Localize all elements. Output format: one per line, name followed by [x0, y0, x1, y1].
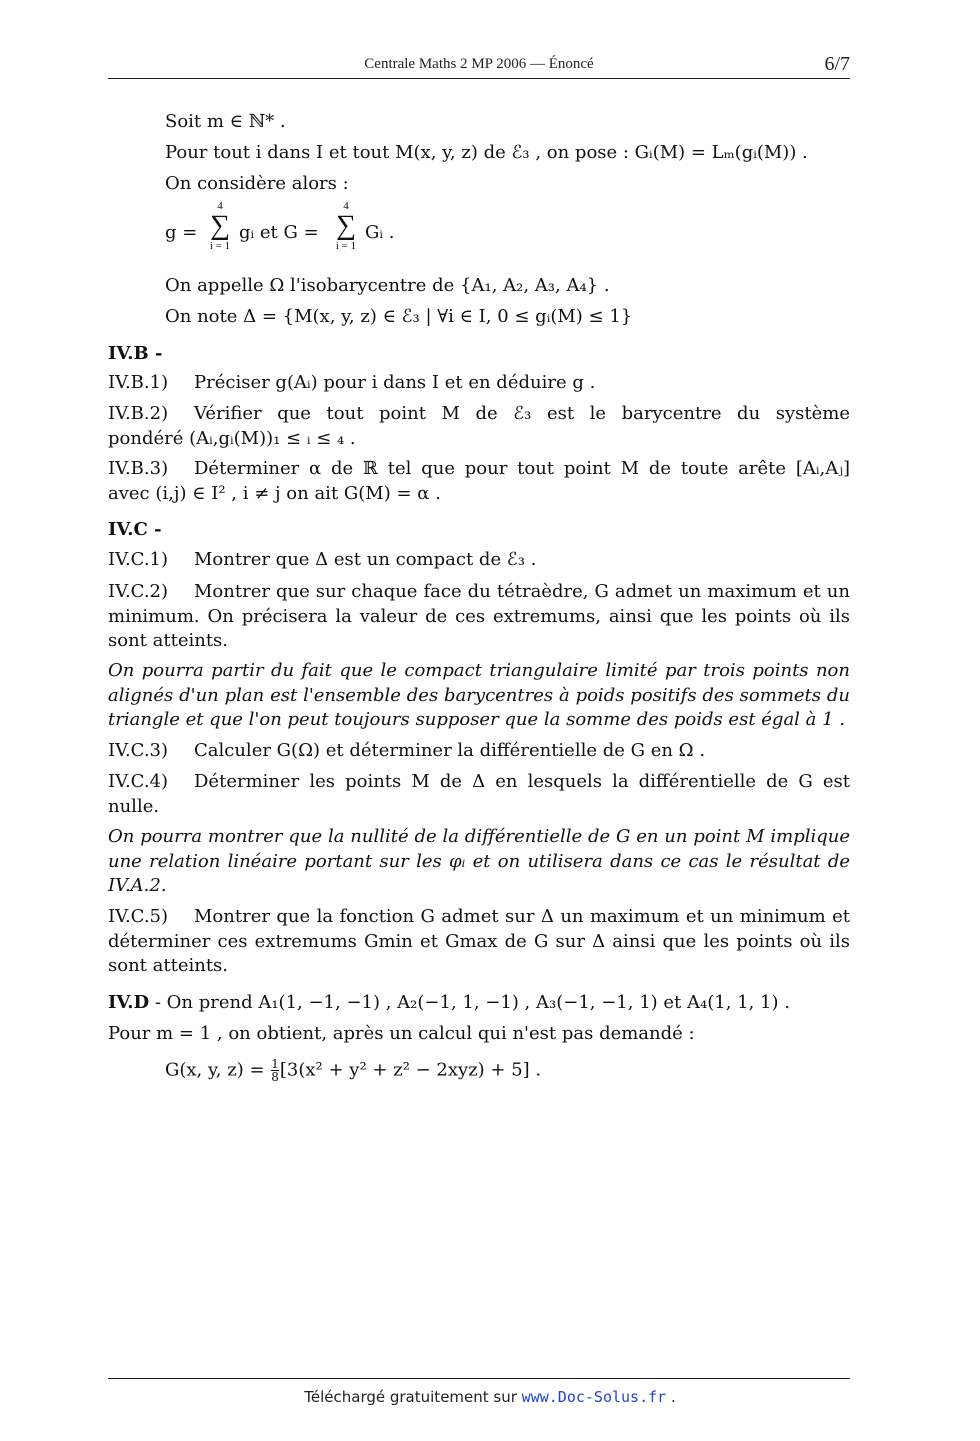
fraction-denominator: 8	[271, 1070, 279, 1084]
sigma-icon: ∑	[210, 210, 230, 241]
question-text: Montrer que la fonction G admet sur Δ un maximum et un minimum et déterminer ces extremums Gmin et Gmax de G sur Δ ainsi que les points où ils sont atteints.	[108, 906, 850, 976]
sum-symbol-g	[205, 200, 235, 252]
question-ivb3	[108, 457, 850, 481]
page-footer	[0, 1388, 980, 1406]
question-ivc1	[108, 548, 536, 572]
footer-rule	[108, 1378, 850, 1379]
ivd-m-line: Pour m = 1 , on obtient, après un calcul qui n'est pas demandé :	[108, 1023, 695, 1044]
question-ivc4	[108, 770, 850, 819]
soit-line: Soit m ∈ ℕ* .	[165, 111, 286, 132]
omega-line: On appelle Ω l'isobarycentre de {A₁, A₂, A₃, A₄} .	[165, 275, 610, 296]
question-label: IV.B.2)	[108, 403, 169, 424]
question-label: IV.B.3)	[108, 458, 169, 479]
footer-text: Téléchargé gratuitement sur	[304, 1388, 522, 1406]
page-header	[108, 53, 850, 78]
question-ivc2	[108, 580, 850, 654]
section-ivb-title: IV.B -	[108, 343, 163, 364]
question-ivc3	[108, 739, 705, 763]
sigma-icon: ∑	[336, 210, 356, 241]
question-label: IV.C.4)	[108, 771, 169, 792]
formula-right: [3(x² + y² + z² − 2xyz) + 5] .	[279, 1059, 542, 1081]
delta-line: On note Δ = {M(x, y, z) ∈ ℰ₃ | ∀i ∈ I, 0 ≤ gᵢ(M) ≤ 1}	[165, 306, 633, 327]
hint-ivc4: On pourra montrer que la nullité de la différentielle de G en un point M implique une relation linéaire portant sur les φᵢ et on utilisera dans ce cas le résultat de IV.A.2.	[108, 826, 850, 896]
question-text: Montrer que Δ est un compact de ℰ₃ .	[194, 549, 537, 570]
sum-symbol-G	[331, 200, 361, 252]
header-rule	[108, 78, 850, 79]
fraction	[271, 1058, 279, 1083]
footer-link[interactable]: www.Doc-Solus.fr	[521, 1388, 667, 1406]
page-number: 6/7	[824, 53, 850, 75]
question-label: IV.C.3)	[108, 740, 169, 761]
question-text: Montrer que sur chaque face du tétraèdre, G admet un maximum et un minimum. On précisera la valeur de ces extremums, ainsi que les points où ils sont atteints.	[108, 581, 850, 651]
question-ivb2	[108, 402, 850, 426]
sum-definitions	[165, 200, 465, 268]
header-title: Centrale Maths 2 MP 2006 — Énoncé	[364, 56, 594, 72]
question-ivc5	[108, 905, 850, 979]
g-def-left: g =	[165, 222, 198, 243]
question-label: IV.C.2)	[108, 581, 169, 602]
footer-end: .	[666, 1388, 676, 1406]
section-ivd	[108, 991, 790, 1015]
question-text: Déterminer les points M de Δ en lesquels la différentielle de G est nulle.	[108, 771, 850, 817]
question-text: Déterminer α de ℝ tel que pour tout point M de toute arête [Aᵢ,Aⱼ]	[194, 458, 850, 479]
question-text: Préciser g(Aᵢ) pour i dans I et en déduire g .	[194, 372, 596, 393]
hint-ivc2: On pourra partir du fait que le compact triangulaire limité par trois points non alignés d'un plan est l'ensemble des barycentres à poids positifs des sommets du triangle et que l'on peut toujours supposer que la somme des poids est égal à 1 .	[108, 660, 850, 730]
formula-left: G(x, y, z) =	[165, 1059, 265, 1081]
section-ivd-title: IV.D	[108, 992, 150, 1013]
pour-tout-line: Pour tout i dans I et tout M(x, y, z) de ℰ₃ , on pose : Gᵢ(M) = Lₘ(gᵢ(M)) .	[165, 142, 808, 163]
question-label: IV.C.1)	[108, 549, 169, 570]
sum-upper-limit: 4	[343, 200, 349, 212]
section-ivd-text: - On prend A₁(1, −1, −1) , A₂(−1, 1, −1) , A₃(−1, −1, 1) et A₄(1, 1, 1) .	[149, 992, 790, 1013]
question-ivb3-cont: avec (i,j) ∈ I² , i ≠ j on ait G(M) = α .	[108, 483, 441, 504]
question-label: IV.C.5)	[108, 906, 169, 927]
ivd-formula	[165, 1058, 541, 1083]
considere-line: On considère alors :	[165, 173, 349, 194]
question-ivb2-cont: pondéré (Aᵢ,gᵢ(M))₁ ≤ ᵢ ≤ ₄ .	[108, 428, 356, 449]
fraction-numerator: 1	[271, 1057, 279, 1071]
section-ivc-title: IV.C -	[108, 519, 162, 540]
question-label: IV.B.1)	[108, 372, 169, 393]
question-text: Calculer G(Ω) et déterminer la différentielle de G en Ω .	[194, 740, 706, 761]
g-def-mid: gᵢ et G =	[239, 222, 319, 243]
sum-lower-limit: i = 1	[209, 240, 231, 252]
sum-upper-limit: 4	[217, 200, 223, 212]
question-ivb1	[108, 371, 595, 395]
question-text: Vérifier que tout point M de ℰ₃ est le barycentre du système	[194, 403, 850, 424]
g-def-right: Gᵢ .	[365, 222, 395, 243]
sum-lower-limit: i = 1	[335, 240, 357, 252]
